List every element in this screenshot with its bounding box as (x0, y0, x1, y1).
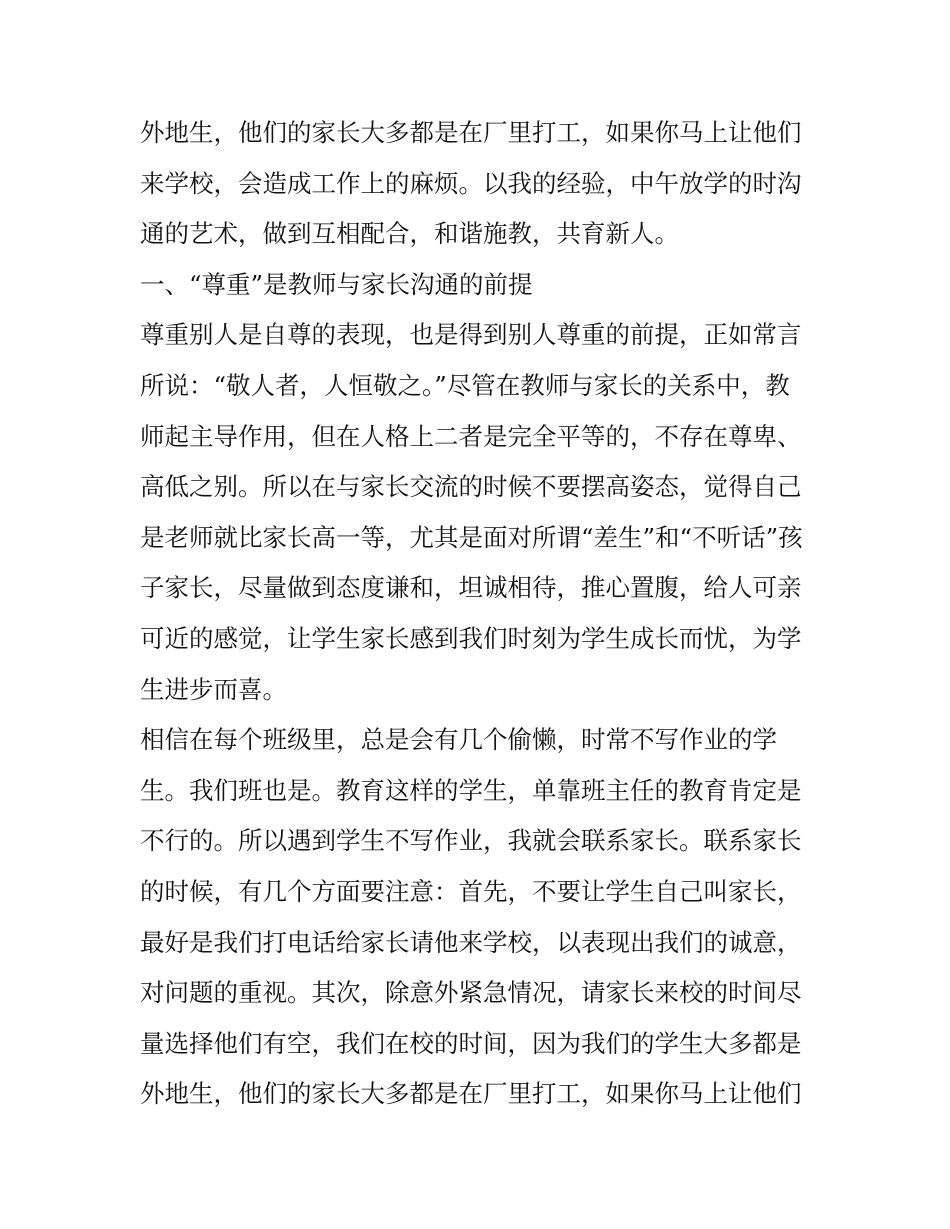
text-line: 生。我们班也是。教育这样的学生，单靠班主任的教育肯定是 (140, 775, 802, 805)
text-line: 外地生，他们的家长大多都是在厂里打工，如果你马上让他们 (140, 1079, 802, 1109)
body-text (140, 108, 820, 1120)
section-heading: 一、“尊重”是教师与家长沟通的前提 (140, 269, 533, 299)
text-line: 可近的感觉，让学生家长感到我们时刻为学生成长而忧，为学 (140, 623, 802, 653)
text-line: 通的艺术，做到互相配合，和谐施教，共育新人。 (140, 219, 679, 249)
text-line: 最好是我们打电话给家长请他来学校，以表现出我们的诚意， (140, 927, 802, 957)
text-line: 生进步而喜。 (140, 674, 287, 704)
text-line: 不行的。所以遇到学生不写作业，我就会联系家长。联系家长 (140, 826, 802, 856)
text-line: 量选择他们有空，我们在校的时间，因为我们的学生大多都是 (140, 1028, 802, 1058)
text-line: 的时候，有几个方面要注意：首先，不要让学生自己叫家长， (140, 876, 802, 906)
text-line: 师起主导作用，但在人格上二者是完全平等的，不存在尊卑、 (140, 421, 802, 451)
text-line: 子家长，尽量做到态度谦和，坦诚相待，推心置腹，给人可亲 (140, 573, 802, 603)
text-line: 外地生，他们的家长大多都是在厂里打工，如果你马上让他们 (140, 118, 802, 147)
text-line: 高低之别。所以在与家长交流的时候不要摆高姿态，觉得自己 (140, 472, 802, 502)
text-line: 所说：“敬人者，人恒敬之。”尽管在教师与家长的关系中，教 (140, 370, 790, 400)
text-line: 来学校，会造成工作上的麻烦。以我的经验，中午放学的时沟 (140, 168, 802, 198)
text-line: 对问题的重视。其次，除意外紧急情况，请家长来校的时间尽 (140, 978, 802, 1008)
text-line: 相信在每个班级里，总是会有几个偷懒，时常不写作业的学 (140, 725, 777, 755)
text-line: 尊重别人是自尊的表现，也是得到别人尊重的前提，正如常言 (140, 320, 802, 350)
text-line: 是老师就比家长高一等，尤其是面对所谓“差生”和“不听话”孩 (140, 522, 803, 552)
